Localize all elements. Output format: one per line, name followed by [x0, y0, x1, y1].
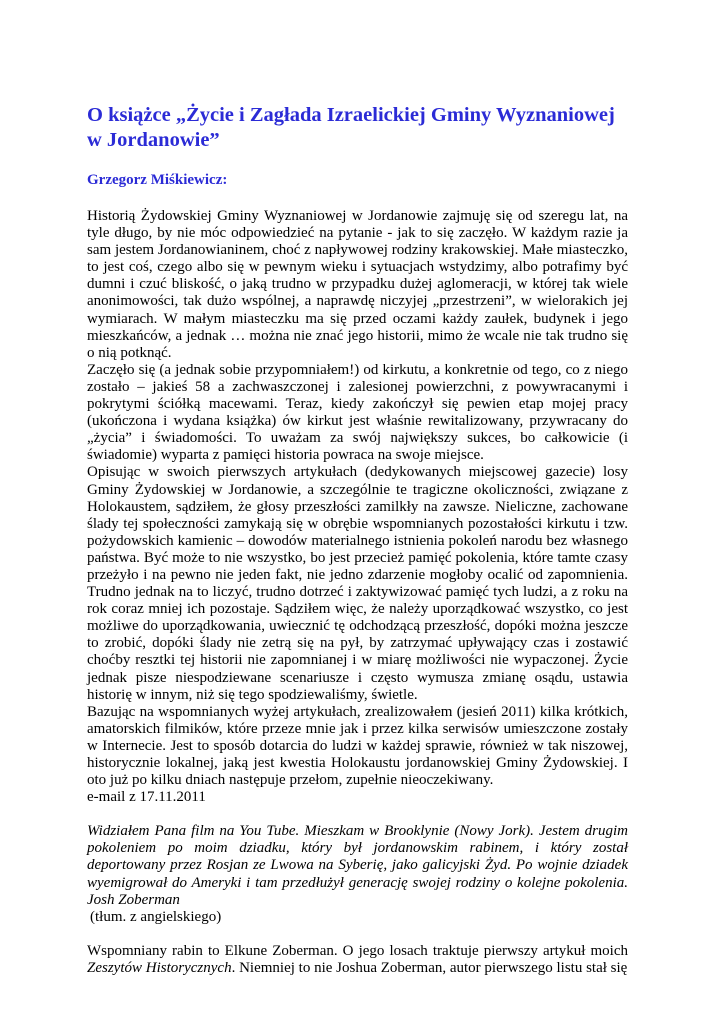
- book-title-reference: Zeszytów Historycznych: [87, 959, 232, 976]
- email-date-line: e-mail z 17.11.2011: [87, 789, 206, 806]
- quoted-email: [87, 823, 628, 908]
- paragraph-1: Historią Żydowskiej Gminy Wyznaniowej w Jordanowie zajmuję się od szeregu lat, na tyle długo, by nie móc odpowiedzieć na pytanie - jak to się zaczęło. W każdym razie ja sam jestem Jordanowianinem, choć z napływowej rodziny krakowskiej. Małe miasteczko, to jest coś, czego albo się w pewnym wieku i sytuacjach wstydzimy, albo potrafimy być dumni i czuć bliskość, o jaką trudno w przypadku dużej aglomeracji, w której tak wiele anonimowości, tak dużo wspólnej, a naprawdę niczyjej „przestrzeni”, w wielorakich jej wymiarach. W małym miasteczku ma się przed oczami każdy zaułek, budynek i jego mieszkańców, a jednak … można nie znać jego historii, mimo że wcale nie tak trudno się o nią potknąć.: [87, 208, 628, 361]
- quoted-email-text: Widziałem Pana film na You Tube. Mieszkam w Brooklynie (Nowy Jork). Jestem drugim pokoleniem po moim dziadku, który był jordanowskim rabinem, i który został deportowany przez Rosjan ze Lwowa na Syberię, jako galicyjski Żyd. Po wojnie dziadek wyemigrował do Ameryki i tam przedłużył generację swojej rodziny o kolejne pokolenia. Josh Zoberman: [87, 823, 628, 908]
- paragraph-2: Zaczęło się (a jednak sobie przypomniałem!) od kirkutu, a konkretnie od tego, co z niego zostało – jakieś 58 a zachwaszczonej i zalesionej powierzchni, z powywracanymi i pokrytymi ściółką macewami. Teraz, kiedy zakończył się pewien etap mojej pracy (ukończona i wydana książka) ów kirkut jest właśnie rewitalizowany, przywracany do „życia” i świadomości. To uważam za swój największy sukces, bo całkowicie (i świadomie) wyparta z pamięci historia powraca na swoje miejsce.: [87, 361, 628, 464]
- paragraph-3: Opisując w swoich pierwszych artykułach (dedykowanych miejscowej gazecie) losy Gminy Żydowskiej w Jordanowie, a szczególnie te tragiczne okoliczności, związane z Holokaustem, sądziłem, że głosy przeszłości zamilkły na zawsze. Nieliczne, zachowane ślady tej społeczności zamykają się w obrębie wspomnianych pozostałości kirkutu i tzw. pożydowskich kamienic – dowodów materialnego istnienia pokoleń narodu bez własnego państwa. Być może to nie wszystko, bo jest przecież pamięć pokolenia, które tamte czasy przeżyło i na pewno nie jeden fakt, nie jedno zdarzenie mogłoby ocalić od zapomnienia. Trudno jednak na to liczyć, trudno dotrzeć i zaktywizować pamięć tych ludzi, a z roku na rok coraz mniej ich pozostaje. Sądziłem więc, że należy uporządkować wszystko, co jest możliwe do uporządkowania, uwiecznić tę odchodzącą przeszłość, dopóki można jeszcze to zrobić, dopóki ślady nie zetrą się na pył, by zatrzymać upływający czas i zostawić choćby resztki tej historii nie zapomnianej i w miarę możliwości nie wypaczonej. Życie jednak pisze niespodziewane scenariusze i często wymusza zmianę osądu, ustawia historię w innym, niż się tego spodziewaliśmy, świetle.: [87, 464, 628, 703]
- paragraph-5-end: . Niemniej to nie Joshua Zoberman, autor pierwszego listu stał się: [231, 959, 628, 976]
- author-name: Grzegorz Miśkiewicz:: [87, 172, 228, 188]
- paragraph-5: [87, 943, 628, 977]
- translation-note: (tłum. z angielskiego): [90, 908, 222, 925]
- document-title: O książce „Życie i Zagłada Izraelickiej Gminy Wyznaniowej w Jordanowie”: [87, 104, 615, 151]
- paragraph-4: Bazując na wspomnianych wyżej artykułach, zrealizowałem (jesień 2011) kilka krótkich, amatorskich filmików, które przeze mnie jak i przez kilka serwisów umieszczone zostały w Internecie. Jest to sposób dotarcia do ludzi w każdej sprawie, również w tak niszowej, historycznie lokalnej, jaką jest kwestia Holokaustu jordanowskiej Gminy Żydowskiej. I oto już po kilku dniach następuje przełom, zupełnie nieoczekiwany.: [87, 703, 628, 789]
- paragraph-5-start: Wspomniany rabin to Elkune Zoberman. O jego losach traktuje pierwszy artykuł moich: [87, 942, 628, 959]
